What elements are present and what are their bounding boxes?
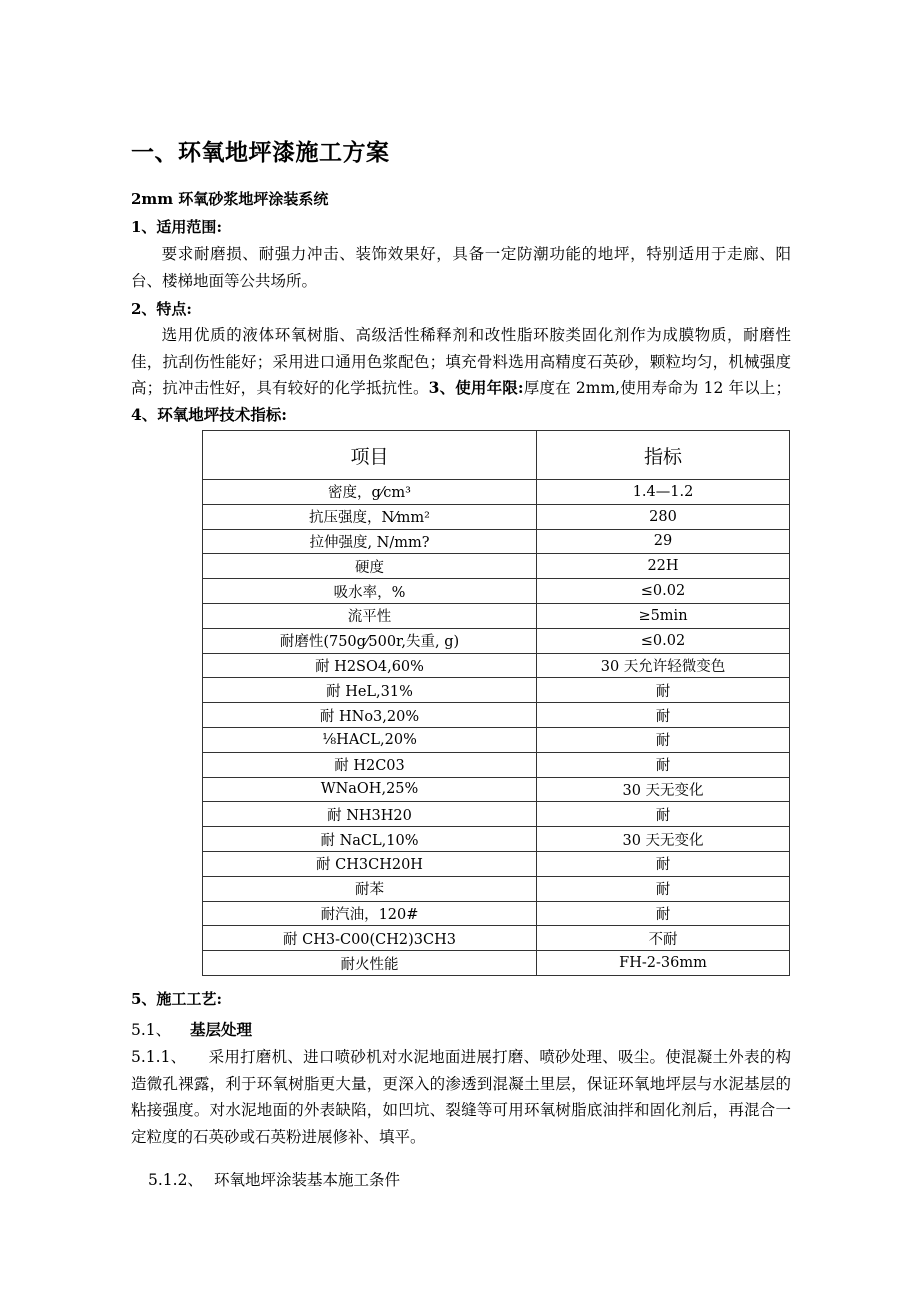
table-row [203,603,790,628]
spec-table [202,430,790,976]
table-cell-item: 耐 H2C03 [203,752,537,777]
table-cell-value: ≥5min [537,603,790,628]
table-row [203,480,790,505]
table-cell-item: 耐 NaCL,10% [203,827,537,852]
table-row [203,579,790,604]
table-cell-value: 29 [537,529,790,554]
table-cell-item: 耐磨性(750g⁄500r,失重, g) [203,628,537,653]
table-cell-item: 耐苯 [203,876,537,901]
table-row [203,951,790,976]
table-cell-item: 密度，g⁄cm³ [203,480,537,505]
subsection-5-1-2-text: 环氧地坪涂装基本施工条件 [214,1171,401,1189]
table-cell-item: 耐汽油，120# [203,901,537,926]
table-cell-value: 耐 [537,802,790,827]
table-cell-item: 耐火性能 [203,951,537,976]
table-cell-item: 耐 NH3H20 [203,802,537,827]
table-row [203,678,790,703]
table-row [203,504,790,529]
table-cell-item: WNaOH,25% [203,777,537,802]
subsection-5-1-1-paragraph [131,1044,791,1150]
table-cell-value: ≤0.02 [537,579,790,604]
page-title: 一、环氧地坪漆施工方案 [131,140,390,166]
table-cell-value: 不耐 [537,926,790,951]
table-row [203,851,790,876]
table-cell-item: 抗压强度，N⁄mm² [203,504,537,529]
table-row [203,876,790,901]
table-cell-value: 耐 [537,851,790,876]
section-3-heading: 3、使用年限: [428,378,524,397]
table-cell-value: 30 天无变化 [537,777,790,802]
table-row [203,703,790,728]
table-row [203,926,790,951]
table-cell-value: ≤0.02 [537,628,790,653]
subsection-5-1-title: 基层处理 [190,1020,253,1039]
table-cell-value: 耐 [537,727,790,752]
table-row [203,727,790,752]
table-cell-value: 耐 [537,703,790,728]
table-cell-item: 耐 CH3CH20H [203,851,537,876]
table-cell-item: 耐 HeL,31% [203,678,537,703]
table-cell-value: 280 [537,504,790,529]
table-cell-value: 30 天无变化 [537,827,790,852]
subsection-5-1-2-number: 5.1.2、 [148,1171,203,1189]
table-cell-value: 30 天允许轻微变色 [537,653,790,678]
table-cell-value: 耐 [537,876,790,901]
table-cell-item: 耐 HNo3,20% [203,703,537,728]
table-row [203,554,790,579]
table-row [203,802,790,827]
table-row [203,901,790,926]
section-4-heading: 4、环氧地坪技术指标: [131,404,288,424]
subsection-5-1-1-text: 采用打磨机、进口喷砂机对水泥地面进展打磨、喷砂处理、吸尘。使混凝土外表的构造微孔裸露，利于环氧树脂更大量，更深入的渗透到混凝土里层，保证环氧地坪层与水泥基层的粘接强度。对水泥地面的外表缺陷，如凹坑、裂缝等可用环氧树脂底油拌和固化剂后，再混合一定粒度的石英砂或石英粉进展修补、填平。 [131,1048,791,1146]
system-subtitle: 2mm 环氧砂浆地坪涂装系统 [131,190,329,208]
table-cell-value: 耐 [537,901,790,926]
table-cell-value: 1.4—1.2 [537,480,790,505]
table-row [203,653,790,678]
section-5-heading: 5、施工工艺: [131,990,222,1008]
column-header-indicator: 指标 [537,431,790,480]
section-1-text: 要求耐磨损、耐强力冲击、装饰效果好，具备一定防潮功能的地坪，特别适用于走廊、阳台、楼梯地面等公共场所。 [131,245,791,290]
section-3-text: 厚度在 2mm,使用寿命为 12 年以上； [523,379,791,397]
table-cell-item: 吸水率，% [203,579,537,604]
table-row [203,777,790,802]
subsection-5-1-1-number: 5.1.1、 [131,1048,187,1066]
table-cell-value: 耐 [537,678,790,703]
table-cell-item: 耐 H2SO4,60% [203,653,537,678]
section-2-text: 选用优质的液体环氧树脂、高级活性稀释剂和改性脂环胺类固化剂作为成膜物质，耐磨性佳，抗刮伤性能好；采用进口通用色浆配色；填充骨料选用高精度石英砂，颗粒均匀，机械强度高；抗冲击性好，具有较好的化学抵抗性。 [131,326,791,397]
table-row [203,752,790,777]
section-2-paragraph [131,322,791,428]
table-cell-value: 22H [537,554,790,579]
column-header-item: 项目 [203,431,537,480]
table-cell-value: FH-2-36mm [537,951,790,976]
section-1-heading: 1、适用范围: [131,218,222,236]
table-cell-item: 硬度 [203,554,537,579]
table-header-row [203,431,790,480]
subsection-5-1-number: 5.1、 [131,1021,172,1039]
table-cell-item: 耐 CH3-C00(CH2)3CH3 [203,926,537,951]
table-cell-item: ⅛HACL,20% [203,727,537,752]
table-cell-item: 拉伸强度, N/mm? [203,529,537,554]
section-1-paragraph [131,241,791,294]
table-cell-item: 流平性 [203,603,537,628]
table-row [203,827,790,852]
table-row [203,529,790,554]
table-row [203,628,790,653]
section-2-heading: 2、特点: [131,300,192,318]
table-cell-value: 耐 [537,752,790,777]
